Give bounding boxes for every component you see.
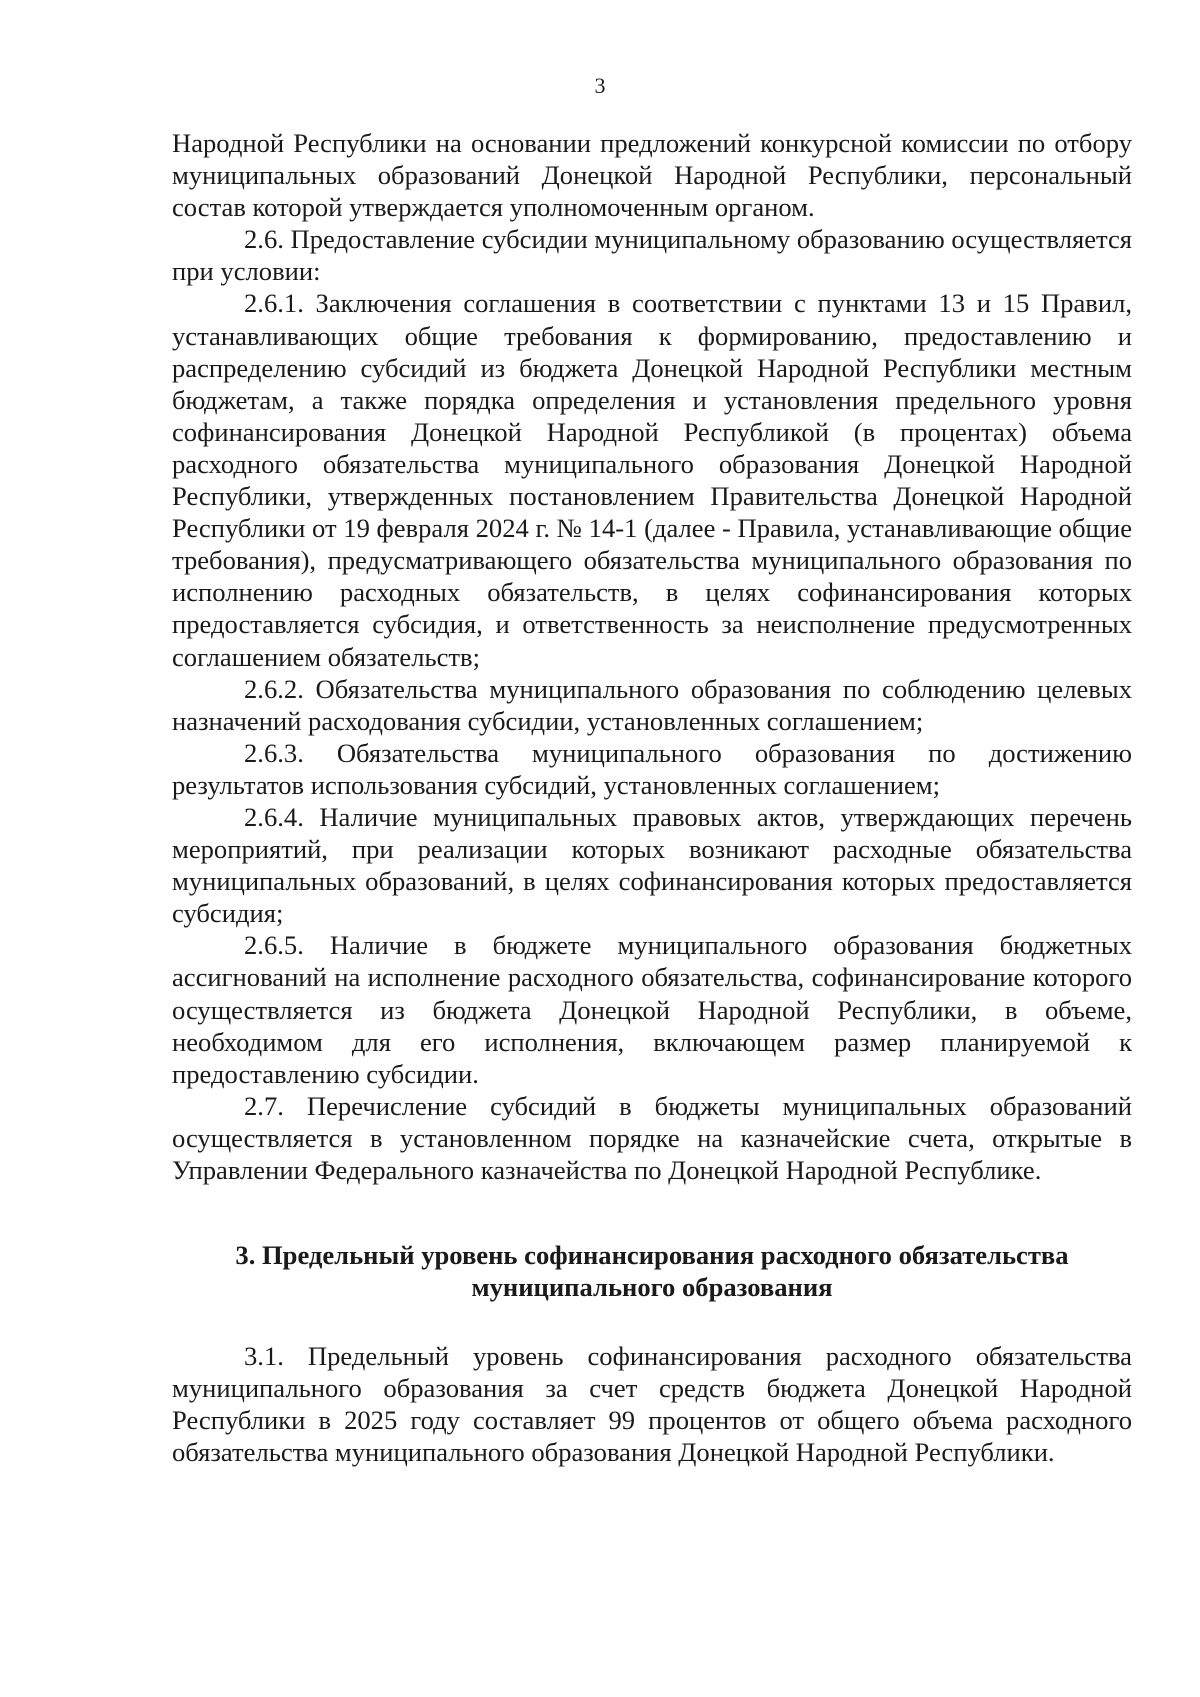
paragraph-2-6: 2.6. Предоставление субсидии муниципальному образованию осуществляется при условии: [172,224,1132,287]
section-3-heading-line-2: муниципального образования [471,1272,833,1303]
paragraph-2-6-2: 2.6.2. Обязательства муниципального образования по соблюдению целевых назначений расходования субсидии, установленных соглашением; [172,673,1132,736]
paragraph-2-6-1: 2.6.1. Заключения соглашения в соответствии с пунктами 13 и 15 Правил, устанавливающих общие требования к формированию, предоставлению и распределению субсидий из бюджета Донецкой Народной Республики местным бюджетам, а также порядка определения и установления предельного уровня софинансирования Донецкой Народной Республикой (в процентах) объема расходного обязательства муниципального образования Донецкой Народной Республики, утвержденных постановлением Правительства Донецкой Народной Республики от 19 февраля 2024 г. № 14-1 (далее - Правила, устанавливающие общие требования), предусматривающего обязательства муниципального образования по исполнению расходных обязательств, в целях софинансирования которых предоставляется субсидия, и ответственность за неисполнение предусмотренных соглашением обязательств; [172,288,1132,672]
paragraph-2-7: 2.7. Перечисление субсидий в бюджеты муниципальных образований осуществляется в установленном порядке на казначейские счета, открытые в Управлении Федерального казначейства по Донецкой Народной Республике. [172,1090,1132,1185]
paragraph-2-6-3: 2.6.3. Обязательства муниципального образования по достижению результатов использования субсидий, установленных соглашением; [172,737,1132,800]
section-3-text [172,1340,1132,1468]
page-number: 3 [594,73,606,98]
section-2-text [172,127,1132,1186]
paragraph-3-1: 3.1. Предельный уровень софинансирования расходного обязательства муниципального образования за счет средств бюджета Донецкой Народной Республики в 2025 году составляет 99 процентов от общего объема расходного обязательства муниципального образования Донецкой Народной Республики. [172,1341,1132,1468]
paragraph-continuation: Народной Республики на основании предложений конкурсной комиссии по отбору муниципальных образований Донецкой Народной Республики, персональный состав которой утверждается уполномоченным органом. [172,128,1132,223]
section-3-heading-line-1: 3. Предельный уровень софинансирования расходного обязательства [235,1240,1069,1270]
paragraph-2-6-4: 2.6.4. Наличие муниципальных правовых актов, утверждающих перечень мероприятий, при реализации которых возникают расходные обязательства муниципальных образований, в целях софинансирования которых предоставляется субсидия; [172,801,1132,929]
paragraph-2-6-5: 2.6.5. Наличие в бюджете муниципального образования бюджетных ассигнований на исполнение расходного обязательства, софинансирование которого осуществляется из бюджета Донецкой Народной Республики, в объеме, необходимом для его исполнения, включающем размер планируемой к предоставлению субсидии. [172,930,1132,1089]
section-3-heading [172,1239,1132,1303]
